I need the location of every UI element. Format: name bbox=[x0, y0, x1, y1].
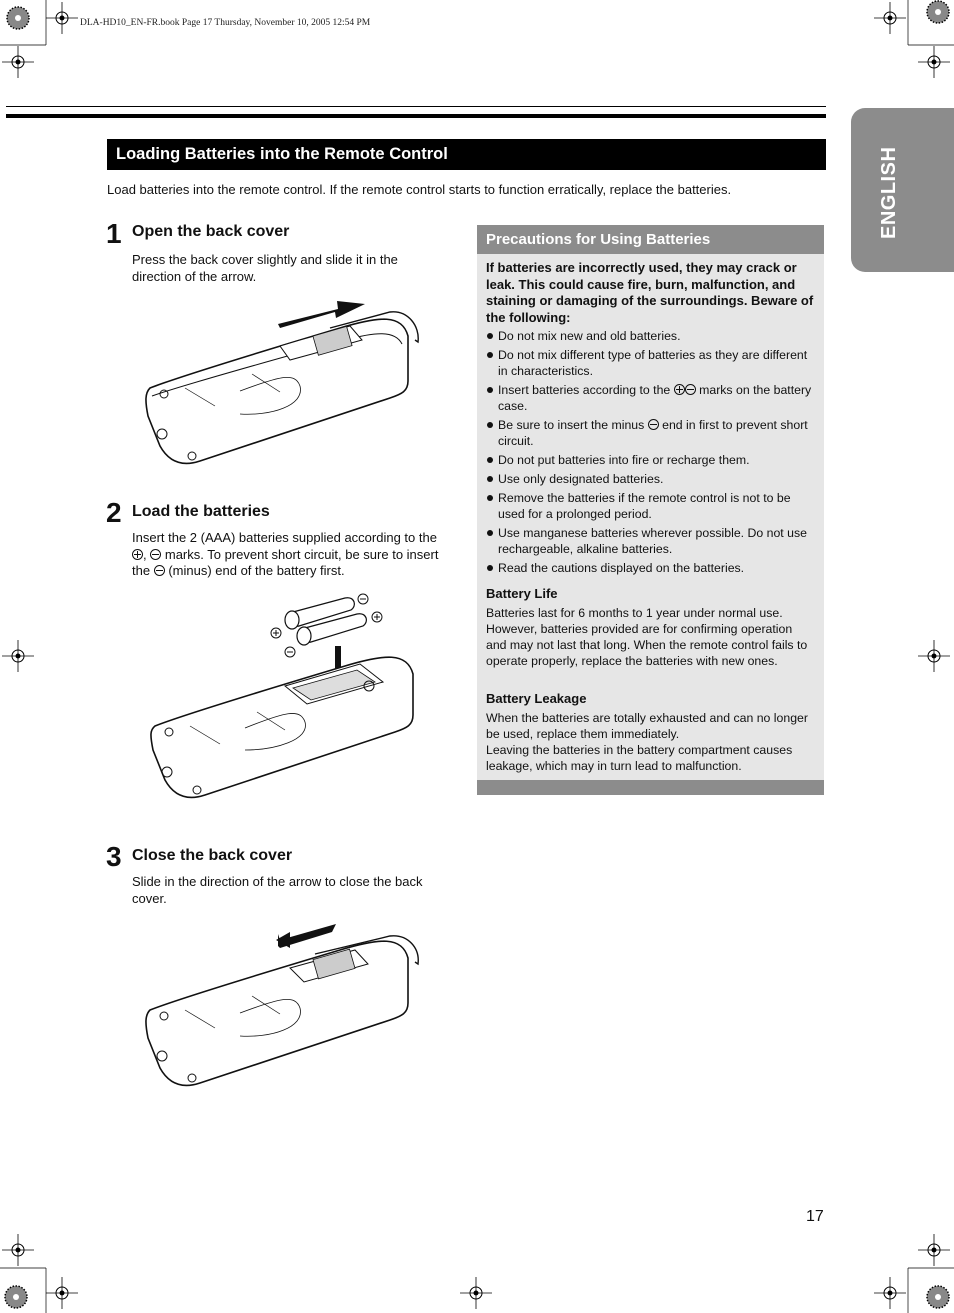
list-item: Remove the batteries if the remote control is not to be used for a prolonged period. bbox=[486, 490, 816, 522]
step-1-number: 1 bbox=[106, 218, 122, 249]
step-2-desc-text: the bbox=[132, 563, 151, 578]
step-2-description bbox=[132, 530, 462, 580]
list-item-text: Be sure to insert the minus bbox=[498, 418, 645, 432]
remote-load-batteries-illustration bbox=[145, 590, 420, 815]
list-item bbox=[486, 417, 816, 449]
step-3-description bbox=[132, 874, 462, 907]
battery-leakage-text bbox=[486, 710, 816, 774]
step-2-desc-text: , bbox=[143, 546, 147, 562]
step-3-desc-line: cover. bbox=[132, 890, 167, 906]
page-number: 17 bbox=[806, 1208, 824, 1225]
list-item bbox=[486, 382, 816, 414]
language-tab bbox=[851, 108, 954, 272]
section-title: Loading Batteries into the Remote Control bbox=[116, 145, 448, 163]
list-item: Do not put batteries into fire or recharge them. bbox=[486, 452, 816, 468]
section-intro: Load batteries into the remote control. If the remote control starts to function erratically, replace the batteries. bbox=[107, 182, 732, 197]
battery-life-title: Battery Life bbox=[486, 586, 558, 601]
step-3-number: 3 bbox=[106, 841, 122, 872]
list-item: Do not mix new and old batteries. bbox=[486, 328, 816, 344]
language-tab-label: ENGLISH bbox=[878, 146, 900, 239]
step-2-desc-text: (minus) end of the battery first. bbox=[164, 563, 345, 578]
list-item-text: Insert batteries according to the bbox=[498, 383, 671, 397]
list-item-text: marks on the battery case. bbox=[498, 383, 812, 413]
list-item: Use manganese batteries wherever possible. Do not use rechargeable, alkaline batteries. bbox=[486, 525, 816, 557]
precautions-footer-bar bbox=[477, 780, 824, 795]
plus-circle-icon bbox=[132, 549, 143, 560]
plus-circle-icon bbox=[674, 384, 685, 395]
precautions-title: Precautions for Using Batteries bbox=[486, 231, 711, 248]
precautions-box bbox=[477, 225, 824, 795]
remote-open-cover-illustration bbox=[140, 296, 425, 472]
header-rule-thin bbox=[6, 106, 826, 107]
step-1-title: Open the back cover bbox=[132, 223, 290, 240]
print-info-line: DLA-HD10_EN-FR.book Page 17 Thursday, November 10, 2005 12:54 PM bbox=[80, 18, 371, 28]
battery-life-text: Batteries last for 6 months to 1 year under normal use. However, batteries provided are for confirming operation and may not last that long. When the remote control fails to operate properly, replace the batteries with new ones. bbox=[486, 606, 808, 668]
minus-circle-icon bbox=[150, 549, 161, 560]
minus-circle-icon bbox=[154, 565, 165, 576]
minus-circle-icon bbox=[685, 384, 696, 395]
step-2-number: 2 bbox=[106, 497, 122, 528]
list-item: Use only designated batteries. bbox=[486, 471, 816, 487]
battery-leakage-text-1: When the batteries are totally exhausted and can no longer be used, replace them immediately. bbox=[486, 711, 808, 741]
precautions-list bbox=[486, 328, 816, 579]
step-1-desc-line: direction of the arrow. bbox=[132, 268, 257, 284]
header-rule-thick bbox=[6, 114, 826, 118]
list-item: Read the cautions displayed on the batteries. bbox=[486, 560, 816, 576]
step-1-desc-line: Press the back cover slightly and slide it in the bbox=[132, 252, 398, 267]
list-item: Do not mix different type of batteries as they are different in characteristics. bbox=[486, 347, 816, 379]
list-item-text: end in first to prevent short circuit. bbox=[498, 418, 808, 448]
section-title-bar bbox=[107, 139, 826, 170]
minus-circle-icon bbox=[648, 419, 659, 430]
step-3-desc-line: Slide in the direction of the arrow to close the back bbox=[132, 874, 423, 889]
battery-leakage-title: Battery Leakage bbox=[486, 691, 587, 706]
step-2-desc-text: marks. To prevent short circuit, be sure to insert bbox=[161, 546, 439, 562]
remote-close-cover-illustration bbox=[140, 918, 425, 1094]
battery-leakage-text-2: Leaving the batteries in the battery compartment causes leakage, which may in turn lead to malfunction. bbox=[486, 743, 793, 773]
step-1-description bbox=[132, 252, 462, 285]
step-3-title: Close the back cover bbox=[132, 847, 293, 864]
step-2-desc-text: Insert the 2 (AAA) batteries supplied according to the bbox=[132, 530, 437, 545]
precautions-lead: If batteries are incorrectly used, they may crack or leak. This could cause fire, burn, malfunction, and staining or damaging of the surroundings. Beware of the following: bbox=[486, 260, 814, 326]
precautions-header bbox=[477, 225, 824, 254]
step-2-title: Load the batteries bbox=[132, 503, 270, 520]
